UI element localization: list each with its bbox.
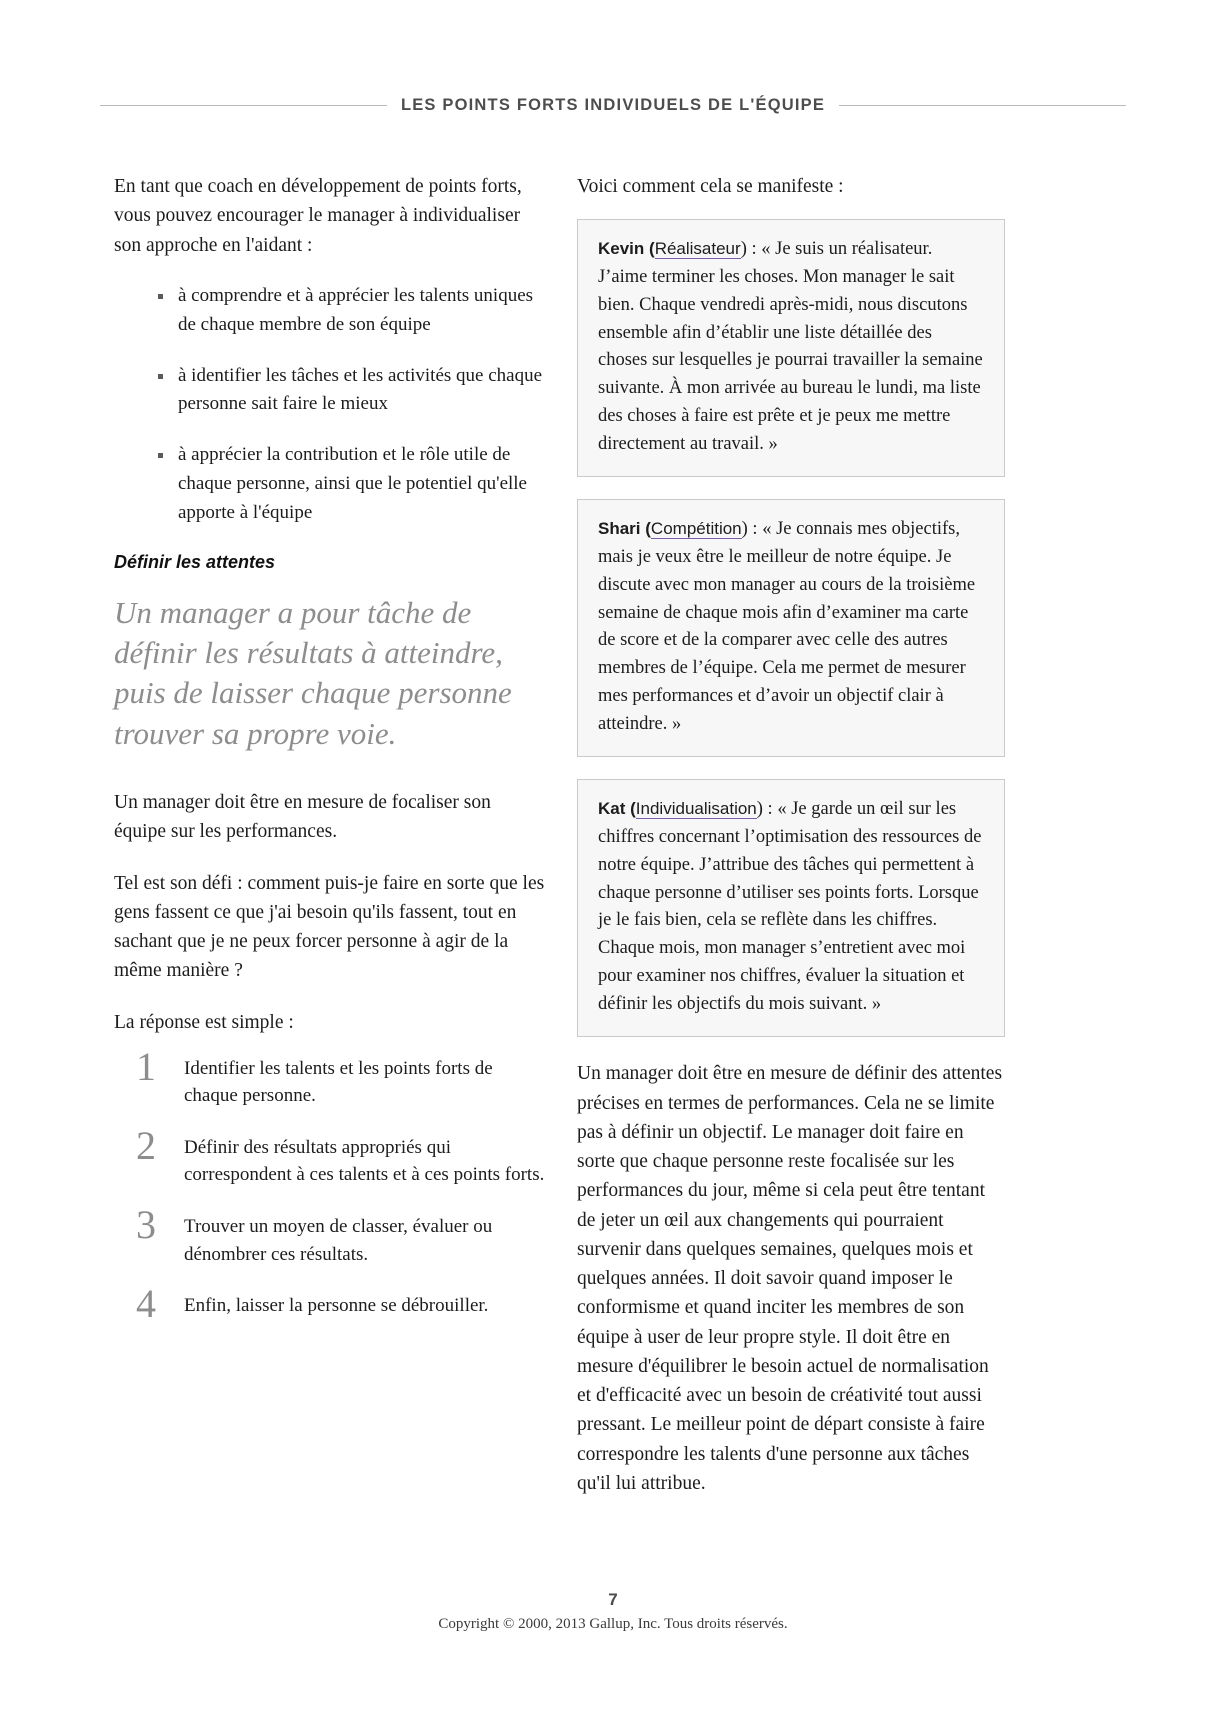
quote-paren-open: (	[640, 519, 651, 539]
quote-speaker-name: Shari	[598, 519, 641, 539]
quote-theme-label: Réalisateur	[654, 239, 741, 259]
quote-text: ) : « Je garde un œil sur les chiffres concernant l’optimisation des ressources de notre équipe. J’attribue des tâches qui permettent à chaque personne d’utiliser ses points forts. Lorsque je le fais bien, cela se reflète dans les chiffres. Chaque mois, mon manager s’entretient avec moi pour examiner nos chiffres, évaluer la situation et définir les objectifs du mois suivant. »	[598, 799, 982, 1014]
quote-box-kat	[577, 779, 1005, 1037]
page-header	[100, 96, 1126, 115]
page-title: LES POINTS FORTS INDIVIDUELS DE L'ÉQUIPE	[400, 96, 826, 114]
quote-theme-label: Individualisation	[635, 799, 757, 819]
coaching-bullet-list	[114, 282, 546, 528]
page-footer	[0, 1590, 1226, 1633]
left-column	[114, 172, 546, 1370]
step-number: 4	[136, 1281, 156, 1327]
quote-speaker-name: Kat	[598, 799, 626, 819]
step-text: Trouver un moyen de classer, évaluer ou dénombrer ces résultats.	[184, 1216, 493, 1265]
page-number: 7	[608, 1590, 618, 1609]
quote-box-shari	[577, 499, 1005, 757]
list-item: à identifier les tâches et les activités que chaque personne sait faire le mieux	[114, 362, 546, 420]
step-number: 1	[136, 1043, 156, 1089]
body-paragraph-1: Un manager doit être en mesure de focaliser son équipe sur les performances.	[114, 792, 491, 843]
section-subheading: Définir les attentes	[114, 551, 276, 572]
right-column	[577, 172, 1005, 1520]
quote-text: ) : « Je suis un réalisateur. J’aime terminer les choses. Mon manager le sait bien. Chaque vendredi après-midi, nous discutons ensemble afin d’établir une liste détaillée des choses sur lesquelles je pourrai travailler la semaine suivante. À mon arrivée au bureau le lundi, ma liste des choses à faire est prête et je peux me mettre directement au travail. »	[598, 239, 983, 454]
intro-paragraph: En tant que coach en développement de points forts, vous pouvez encourager le manager à individualiser son approche en l'aidant :	[114, 176, 522, 256]
quote-text: ) : « Je connais mes objectifs, mais je veux être le meilleur de notre équipe. Je discute avec mon manager au cours de la troisième semaine de chaque mois afin d’examiner ma carte de score et de la comparer avec celle des autres membres de l’équipe. Cela me permet de mesurer mes performances et d’avoir un objectif clair à atteindre. »	[598, 519, 976, 734]
quote-theme-label: Compétition	[650, 519, 742, 539]
quote-paren-open: (	[644, 239, 655, 259]
quote-paren-open: (	[625, 799, 636, 819]
numbered-steps-list	[114, 1043, 546, 1346]
list-item	[114, 1202, 546, 1268]
list-item	[114, 1043, 546, 1110]
step-number: 2	[136, 1122, 156, 1168]
quote-speaker-name: Kevin	[598, 239, 645, 259]
list-item: à comprendre et à apprécier les talents uniques de chaque membre de son équipe	[114, 282, 546, 340]
list-item: à apprécier la contribution et le rôle utile de chaque personne, ainsi que le potentiel qu'elle apporte à l'équipe	[114, 441, 546, 528]
copyright-notice: Copyright © 2000, 2013 Gallup, Inc. Tous droits réservés.	[438, 1616, 788, 1632]
step-text: Identifier les talents et les points forts de chaque personne.	[184, 1057, 493, 1107]
step-text: Définir des résultats appropriés qui correspondent à ces talents et à ces points forts.	[184, 1136, 545, 1186]
body-paragraph-3: La réponse est simple :	[114, 1011, 294, 1033]
list-item	[114, 1281, 546, 1346]
header-rule-left	[100, 105, 387, 106]
right-lead-paragraph: Voici comment cela se manifeste :	[577, 176, 844, 197]
list-item	[114, 1122, 546, 1189]
step-number: 3	[136, 1202, 156, 1247]
quote-box-kevin	[577, 219, 1005, 477]
pull-quote: Un manager a pour tâche de définir les résultats à atteindre, puis de laisser chaque personne trouver sa propre voie.	[114, 594, 512, 751]
body-paragraph-2: Tel est son défi : comment puis-je faire en sorte que les gens fassent ce que j'ai besoin qu'ils fassent, tout en sachant que je ne peux forcer personne à agir de la même manière ?	[114, 872, 545, 982]
header-rule-right	[839, 105, 1126, 106]
closing-paragraph: Un manager doit être en mesure de définir des attentes précises en termes de performances. Cela ne se limite pas à définir un objectif. Le manager doit faire en sorte que chaque personne reste focalisée sur les performances du jour, même si cela peut être tentant de jeter un œil aux changements qui pourraient survenir dans quelques semaines, quelques mois et quelques années. Il doit savoir quand imposer le conformisme et quand inciter les membres de son équipe à user de leur propre style. Il doit être en mesure d'équilibrer le besoin actuel de normalisation et d'efficacité avec un besoin de créativité tout aussi pressant. Le meilleur point de départ consiste à faire correspondre les talents d'une personne aux tâches qu'il lui attribue.	[577, 1063, 1003, 1494]
step-text: Enfin, laisser la personne se débrouiller.	[184, 1295, 489, 1317]
